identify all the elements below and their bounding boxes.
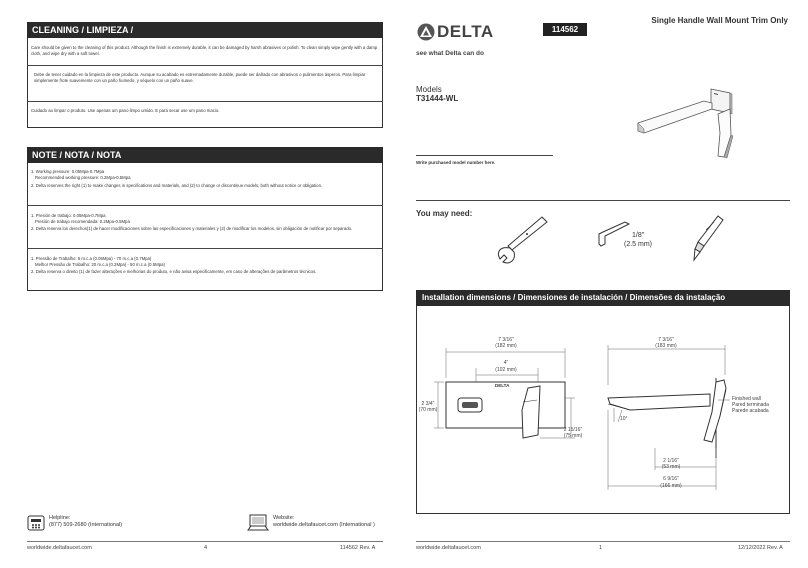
delta-triangle-icon (416, 23, 436, 41)
footer-line (27, 541, 383, 542)
cleaning-es: Debe de tener cuidado en la limpieza de este producto. Aunque su acabado es extremadamente durable, puede ser dañado con abrasivos o pulimentos ásperos. Para limpiar simplemente frote suavemente con un paño humedo, y séquelo con un paño suave. (34, 72, 366, 83)
note-es-2: 2. Delta reserva los derechos(1) de hacer modificaciones sobre las especificaciones y materiales y (2) de modificar los modelos, sin obligación de notificar por separado. (31, 226, 353, 231)
handle-height-mm-dim: (75 mm) (563, 433, 583, 439)
footer-site: worldwide.deltafaucet.com (416, 545, 481, 551)
tagline: see what Delta can do (416, 50, 484, 57)
delta-logo (416, 23, 516, 49)
note-pt-1a: 1. Pressão de Trabalho: 5 m.c.a (0.05Mpa) - 70 m.c.a (0.7Mpa) (31, 256, 152, 261)
logo-text: DELTA (437, 22, 494, 41)
hex-size-mm: (2.5 mm) (624, 241, 652, 248)
model-write-line (416, 155, 553, 156)
sealant-tube-icon (690, 212, 726, 262)
inner-width-dim: 4" (503, 360, 509, 366)
write-model-text: Write purchased model number here. (416, 160, 496, 165)
phone-icon (27, 515, 45, 531)
divider (27, 101, 383, 102)
divider (416, 200, 790, 201)
note-pt-2: 2. Delta reserva o direito (1) de fazer alterações e melhorias do produto, e não avisa especificamente, em caso de alterações de parâmetros técnicos. (31, 269, 317, 274)
note-pt-1b: Melhor Pressão de Trabalho: 20 m.c.a (0.2Mpa) - 50 m.c.a (0.5Mpa) (35, 262, 165, 267)
footer-page: 4 (204, 545, 208, 551)
divider (27, 248, 383, 249)
note-header: NOTE / NOTA / NOTA (27, 147, 383, 163)
footer-rev: 114562 Rev. A (340, 545, 376, 551)
footer-page: 1 (599, 545, 603, 551)
note-en-1a: 1. Working pressure: 0.05Mpa-0.7Mpa (31, 169, 105, 174)
side-length-dim: 7 3/16" (658, 337, 674, 343)
hex-size: 1/8" (632, 232, 645, 239)
depth2-mm-dim: (166 mm) (660, 483, 682, 489)
front-width-dim: 7 3/16" (498, 337, 514, 343)
finished-wall-pt: Parede acabada (732, 408, 769, 414)
cleaning-header: CLEANING / LIMPIEZA / (27, 22, 383, 38)
footer-rev: 12/12/2022 Rev. A (738, 545, 783, 551)
helpline-label: Helpline: (49, 515, 71, 521)
depth1-dim: 2 1/16" (663, 458, 679, 464)
front-width-mm-dim: (182 mm) (495, 343, 517, 349)
cleaning-en: Care should be given to the cleaning of this product. Although the finish is extremely durable, it can be damaged by harsh abrasives or polish. To clean simply wipe gently with a damp cloth, and wipe dry with a soft towel. (31, 45, 378, 56)
models-label: Models (416, 85, 442, 94)
finished-wall-es: Pared terminada (732, 402, 769, 408)
product-title: Single Handle Wall Mount Trim Only (651, 16, 788, 25)
website-label: Website: (273, 515, 295, 521)
website-url[interactable]: worldwide.deltafaucet.com (International ) (273, 522, 375, 528)
note-en-1b: Recommended working pressure: 0.2Mpa-0.5Mpa (35, 175, 131, 180)
depth2-dim: 6 9/16" (663, 476, 679, 482)
finished-wall-en: Finished wall (732, 396, 761, 402)
front-view-drawing (420, 330, 600, 510)
note-en-2: 2. Delta reserves the right (1) to make changes in specifications and materials, and (2) to change or discontinue models, both without notice or obligation. (31, 183, 323, 188)
divider (27, 205, 383, 206)
cleaning-pt: Cuidado ao limpar o produto. Use apenas um pano limpo umido. E para secar use um pano macio. (31, 108, 220, 113)
wrench-icon (492, 212, 550, 264)
model-number: T31444-WL (416, 94, 459, 103)
helpline-phone: (877) 509-2680 (International) (49, 522, 123, 528)
part-number-badge: 114562 (543, 23, 587, 36)
installation-header: Installation dimensions / Dimensiones de instalación / Dimensões da instalação (416, 290, 790, 306)
plate-logo: DELTA (495, 383, 510, 388)
you-may-need-label: You may need: (416, 209, 473, 218)
divider (27, 65, 383, 66)
inner-width-mm-dim: (102 mm) (495, 367, 517, 373)
computer-icon (247, 514, 269, 532)
faucet-product-image (632, 83, 754, 163)
angle-dim: 10° (620, 416, 628, 422)
note-es-1b: Presión de trabajo recomendada: 0.2Mpa-0.5Mpa (35, 219, 130, 224)
note-es-1a: 1. Presión de trabajo: 0.05Mpa-0.7Mpa (31, 213, 106, 218)
side-length-mm-dim: (183 mm) (655, 343, 677, 349)
handle-height-dim: 2 15/16" (563, 427, 583, 433)
height-mm-dim: (70 mm) (418, 407, 438, 413)
footer-site: worldwide.deltafaucet.com (27, 545, 92, 551)
height-dim: 2 3/4" (421, 401, 435, 407)
depth1-mm-dim: (53 mm) (661, 464, 681, 470)
footer-line (416, 541, 790, 542)
